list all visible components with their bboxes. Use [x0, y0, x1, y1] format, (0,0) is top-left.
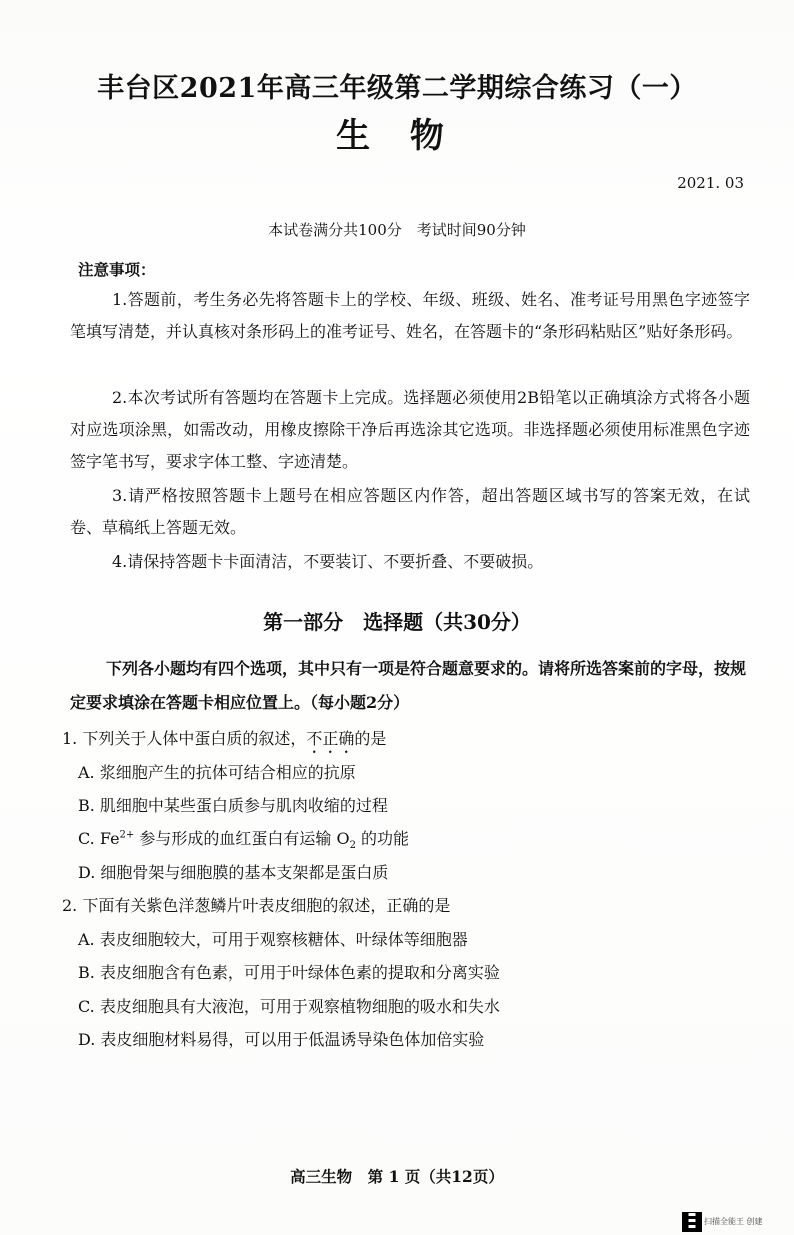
- question-1-option-a: A. 浆细胞产生的抗体可结合相应的抗原: [78, 763, 356, 782]
- notice-item-4: [70, 546, 750, 578]
- notice-heading: 注意事项：: [78, 260, 156, 279]
- scanner-watermark: 扫描全能王 创建: [704, 1217, 763, 1226]
- qr-code-icon: [682, 1212, 702, 1232]
- question-2-option-a: A. 表皮细胞较大，可用于观察核糖体、叶绿体等细胞器: [78, 930, 468, 949]
- question-1-emphasis: 不正确: [306, 729, 355, 748]
- question-2-option-d: D. 表皮细胞材料易得，可以用于低温诱导染色体加倍实验: [78, 1030, 485, 1049]
- question-1-option-b: B. 肌细胞中某些蛋白质参与肌肉收缩的过程: [78, 796, 388, 815]
- option-c-superscript: 2+: [119, 829, 135, 841]
- subject-title: 生 物: [336, 116, 458, 156]
- notice-item-2: [70, 382, 750, 478]
- notice-item-3: [70, 480, 750, 544]
- option-c-part3: 的功能: [355, 829, 410, 848]
- option-c-part1: C. Fe: [78, 829, 120, 848]
- option-c-subscript: 2: [349, 840, 356, 852]
- notice-item-4-text: 4.请保持答题卡卡面清洁，不要装订、不要折叠、不要破损。: [112, 552, 544, 571]
- question-1-stem-prefix: 1. 下列关于人体中蛋白质的叙述，: [62, 729, 307, 748]
- notice-item-2-text: 2.本次考试所有答题均在答题卡上完成。选择题必须使用2B铅笔以正确填涂方式将各小题对应选项涂黑，如需改动，用橡皮擦除干净后再选涂其它选项。非选择题必须使用标准黑色字迹签字笔书写，要求字体工整、字迹清楚。: [70, 388, 750, 471]
- page-footer: 高三生物 第 1 页（共12页）: [290, 1167, 504, 1186]
- question-2-option-c: C. 表皮细胞具有大液泡，可用于观察植物细胞的吸水和失水: [78, 997, 500, 1016]
- question-1-option-d: D. 细胞骨架与细胞膜的基本支架都是蛋白质: [78, 863, 389, 882]
- notice-item-1-text: 1.答题前，考生务必先将答题卡上的学校、年级、班级、姓名、准考证号用黑色字迹签字笔填写清楚，并认真核对条形码上的准考证号、姓名，在答题卡的“条形码粘贴区”贴好条形码。: [70, 290, 750, 341]
- section-instructions-text: 下列各小题均有四个选项，其中只有一项是符合题意要求的。请将所选答案前的字母，按规定要求填涂在答题卡相应位置上。（每小题2分）: [70, 659, 747, 712]
- question-1-option-c: [78, 826, 409, 851]
- question-1-stem: [62, 726, 386, 757]
- notice-item-3-text: 3.请严格按照答题卡上题号在相应答题区内作答，超出答题区域书写的答案无效，在试卷、草稿纸上答题无效。: [70, 486, 750, 537]
- section-instructions: [70, 652, 760, 720]
- notice-item-1: [70, 284, 750, 348]
- section-title: 第一部分 选择题（共30分）: [263, 610, 531, 634]
- question-2-stem: 2. 下面有关紫色洋葱鳞片叶表皮细胞的叙述，正确的是: [62, 896, 451, 915]
- question-1-stem-suffix: 的是: [354, 729, 387, 748]
- option-c-part2: 参与形成的血红蛋白有运输 O: [134, 829, 350, 848]
- question-2-option-b: B. 表皮细胞含有色素，可用于叶绿体色素的提取和分离实验: [78, 963, 500, 982]
- exam-title: 丰台区2021年高三年级第二学期综合练习（一）: [97, 73, 697, 104]
- exam-meta: 本试卷满分共100分 考试时间90分钟: [268, 221, 526, 239]
- exam-date: 2021. 03: [677, 174, 744, 192]
